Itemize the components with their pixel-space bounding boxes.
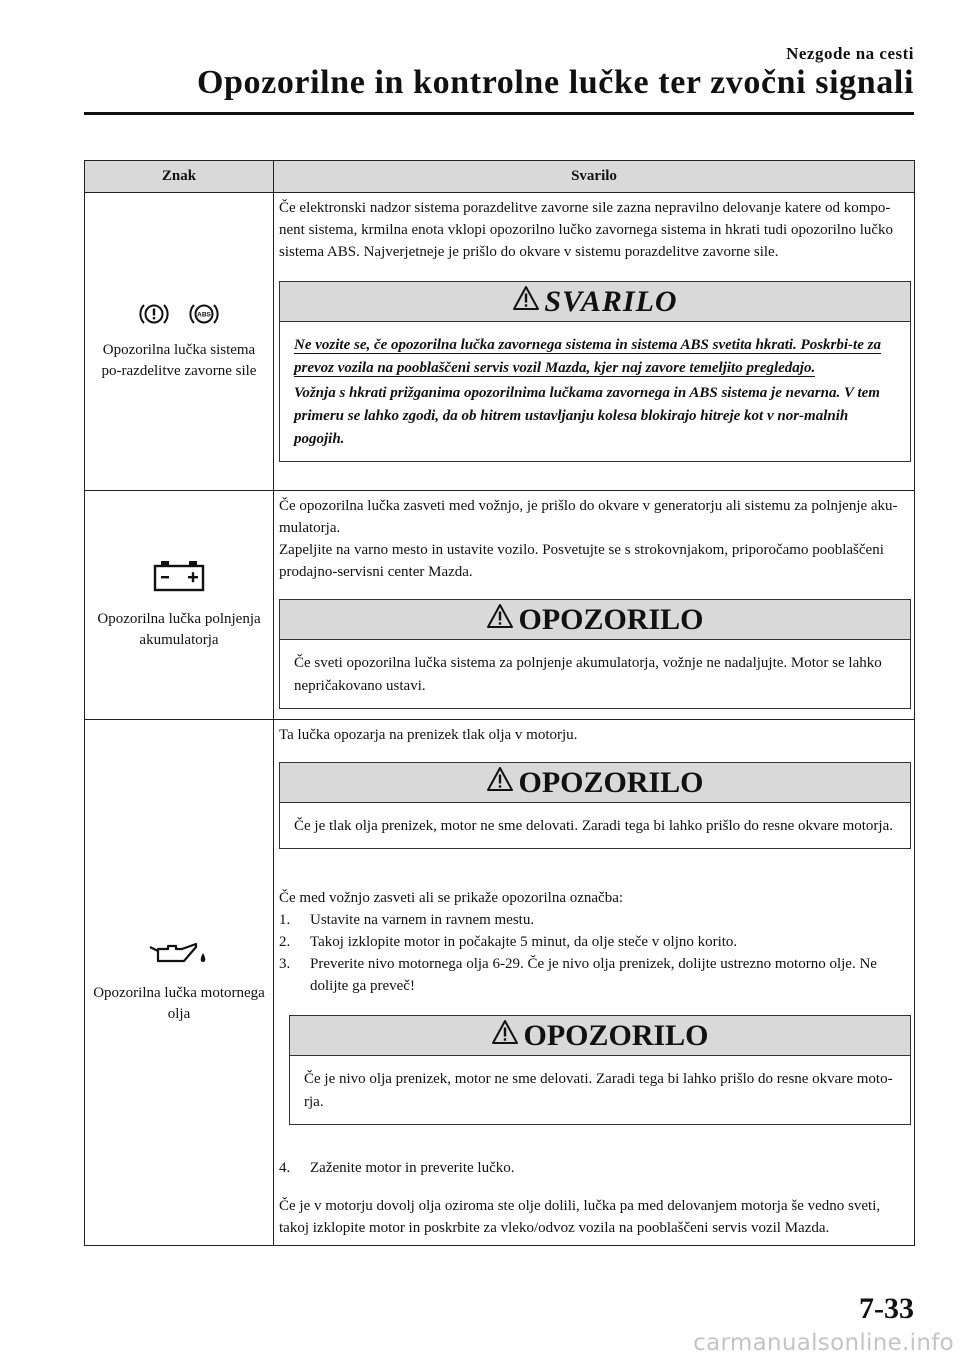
sign-icons bbox=[93, 301, 265, 334]
table-row bbox=[85, 193, 915, 491]
warning-lights-table bbox=[84, 160, 915, 1246]
warning-box bbox=[279, 599, 911, 709]
sign-icons bbox=[93, 940, 265, 975]
description-text: Zapeljite na varno mesto in ustavite vozilo. Posvetujte se s strokovnjakom, priporočamo pooblaščeni prodajno-servisni center Mazda. bbox=[279, 542, 884, 580]
title-rule bbox=[84, 112, 914, 115]
column-header-sign: Znak bbox=[85, 161, 274, 193]
list-item: 1. Ustavite na varnem in ravnem mestu. bbox=[279, 912, 535, 928]
warning-box bbox=[279, 281, 911, 462]
warning-body bbox=[280, 322, 910, 461]
watermark: carmanualsonline.info bbox=[693, 1330, 954, 1356]
description-text: Če elektronski nadzor sistema porazdelitve zavorne sile zazna nepravilno delovanje katere od kompo-nent sistema, krmilna enota vklopi opozorilno lučko zavornega sistema in hkrati tudi opozorilno lučko sistema ABS. Najverjetneje je prišlo do okvare v sistemu porazdelitve zavorne sile. bbox=[279, 200, 894, 260]
warning-body: Če je nivo olja prenizek, motor ne sme delovati. Zaradi tega bi lahko prišlo do resne okvare moto-rja. bbox=[304, 1071, 893, 1110]
warning-box bbox=[289, 1015, 911, 1125]
description-cell bbox=[274, 720, 915, 1246]
steps-list bbox=[279, 1157, 911, 1179]
table-row bbox=[85, 491, 915, 720]
sign-label: Opozorilna lučka sistema po-razdelitve zavorne sile bbox=[101, 342, 257, 379]
table-row bbox=[85, 720, 915, 1246]
exclamation-circle-icon bbox=[138, 301, 170, 334]
description-text: Če opozorilna lučka zasveti med vožnjo, je prišlo do okvare v generatorju ali sistemu za polnjenje aku-mulatorja. bbox=[279, 498, 898, 536]
description-cell bbox=[274, 491, 915, 720]
sign-label: Opozorilna lučka motornega olja bbox=[93, 985, 265, 1022]
warning-header bbox=[290, 1016, 910, 1056]
chapter-title: Nezgode na cesti bbox=[786, 44, 914, 63]
warning-triangle-icon bbox=[512, 285, 540, 318]
column-header-warning: Svarilo bbox=[274, 161, 915, 193]
warning-underlined-text: Ne vozite se, če opozorilna lučka zavornega sistema in sistema ABS svetita hkrati. Poskrbi-te za prevoz vozila na pooblaščeni servis vozil Mazda, kjer naj zavore temeljito pregledajo. bbox=[294, 337, 881, 376]
warning-body: Če je tlak olja prenizek, motor ne sme delovati. Zaradi tega bi lahko prišlo do resne okvare motorja. bbox=[294, 818, 893, 834]
warning-title: OPOZORILO bbox=[518, 765, 704, 799]
svg-text:ABS: ABS bbox=[197, 311, 211, 319]
sign-cell bbox=[85, 720, 274, 1246]
warning-body: Če sveti opozorilna lučka sistema za polnjenje akumulatorja, vožnje ne nadaljujte. Motor se lahko nepričakovano ustavi. bbox=[294, 655, 882, 694]
warning-triangle-icon bbox=[491, 1019, 519, 1052]
sign-icons bbox=[93, 560, 265, 599]
description-cell bbox=[274, 193, 915, 491]
list-item: 2. Takoj izklopite motor in počakajte 5 minut, da olje steče v oljno korito. bbox=[279, 934, 738, 950]
description-text: Če med vožnjo zasveti ali se prikaže opozorilna označba: bbox=[279, 890, 624, 906]
warning-header bbox=[280, 600, 910, 640]
warning-title: SVARILO bbox=[544, 284, 678, 318]
steps-list bbox=[279, 909, 911, 997]
sign-label: Opozorilna lučka polnjenja akumulatorja bbox=[97, 610, 261, 648]
oil-can-icon bbox=[148, 940, 210, 975]
description-text: Če je v motorju dovolj olja oziroma ste olje dolili, lučka pa med delovanjem motorja še vedno sveti, takoj izklopite motor in poskrbite za vleko/odvoz vozila na pooblaščeni servis vozil Mazda. bbox=[279, 1198, 881, 1236]
warning-header bbox=[280, 282, 910, 322]
list-item: 4. Zaženite motor in preverite lučko. bbox=[279, 1160, 515, 1176]
table-header-row bbox=[85, 161, 915, 193]
sign-cell bbox=[85, 193, 274, 491]
battery-icon bbox=[153, 560, 205, 599]
warning-title: OPOZORILO bbox=[518, 602, 704, 636]
description-text: Ta lučka opozarja na prenizek tlak olja v motorju. bbox=[279, 727, 578, 743]
sign-cell bbox=[85, 491, 274, 720]
warning-box bbox=[279, 762, 911, 849]
warning-header bbox=[280, 763, 910, 803]
warning-title: OPOZORILO bbox=[523, 1018, 709, 1052]
warning-triangle-icon bbox=[486, 603, 514, 636]
page-number: 7-33 bbox=[859, 1292, 914, 1325]
warning-triangle-icon bbox=[486, 766, 514, 799]
abs-icon bbox=[188, 301, 220, 334]
page-title: Opozorilne in kontrolne lučke ter zvočni signali bbox=[196, 64, 914, 101]
warning-text: Vožnja s hkrati prižganima opozorilnima lučkama zavornega in ABS sistema je nevarna. V tem primeru se lahko zgodi, da ob hitrem ustavljanju kolesa blokirajo hitreje kot v nor-malnih pogojih. bbox=[294, 385, 880, 447]
list-item: 3. Preverite nivo motornega olja 6-29. Če je nivo olja prenizek, dolijte ustrezno motorno olje. Ne dolijte ga preveč! bbox=[279, 956, 877, 994]
